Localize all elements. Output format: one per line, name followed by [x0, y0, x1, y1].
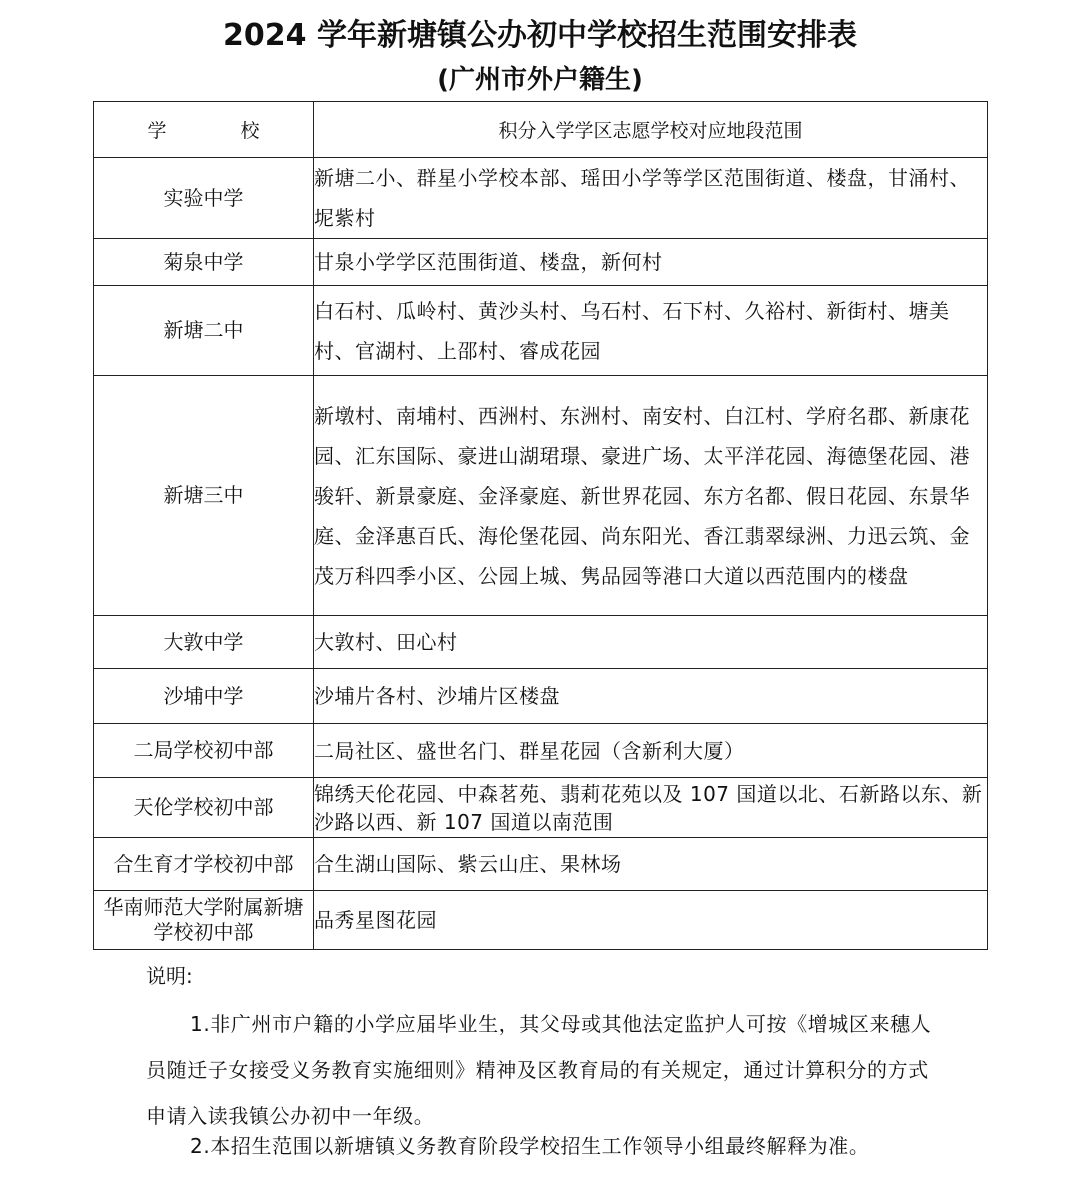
school-name: 二局学校初中部 [94, 724, 314, 778]
table-row [94, 669, 988, 724]
table-row [94, 158, 988, 239]
school-name: 新塘二中 [94, 286, 314, 376]
school-range: 白石村、瓜岭村、黄沙头村、乌石村、石下村、久裕村、新街村、塘美村、官湖村、上邵村、睿成花园 [314, 286, 988, 376]
table-header-row [94, 102, 988, 158]
school-name: 新塘三中 [94, 376, 314, 616]
table-row [94, 838, 988, 891]
school-range: 沙埔片各村、沙埔片区楼盘 [314, 669, 988, 724]
school-name: 菊泉中学 [94, 239, 314, 286]
page-title: 2024 学年新塘镇公办初中学校招生范围安排表 [223, 18, 857, 53]
school-range: 新墩村、南埔村、西洲村、东洲村、南安村、白江村、学府名郡、新康花园、汇东国际、豪进山湖珺璟、豪进广场、太平洋花园、海德堡花园、港骏轩、新景豪庭、金泽豪庭、新世界花园、东方名都、假日花园、东景华庭、金泽惠百氏、海伦堡花园、尚东阳光、香江翡翠绿洲、力迅云筑、金茂万科四季小区、公园上城、隽品园等港口大道以西范围内的楼盘 [314, 376, 988, 616]
school-name: 实验中学 [94, 158, 314, 239]
header-range: 积分入学学区志愿学校对应地段范围 [314, 102, 988, 158]
table-row [94, 616, 988, 669]
school-name: 天伦学校初中部 [94, 778, 314, 838]
school-range: 合生湖山国际、紫云山庄、果林场 [314, 838, 988, 891]
notes-label: 说明: [146, 964, 193, 988]
school-name: 华南师范大学附属新塘学校初中部 [94, 891, 314, 950]
table-row [94, 239, 988, 286]
school-name: 沙埔中学 [94, 669, 314, 724]
table-row [94, 891, 988, 950]
note-item-2: 2.本招生范围以新塘镇义务教育阶段学校招生工作领导小组最终解释为准。 [190, 1134, 870, 1158]
note-item-1: 1.非广州市户籍的小学应届毕业生，其父母或其他法定监护人可按《增城区来穗人员随迁子女接受义务教育实施细则》精神及区教育局的有关规定，通过计算积分的方式申请入读我镇公办初中一年级。 [146, 1012, 932, 1128]
table-row [94, 724, 988, 778]
school-range: 品秀星图花园 [314, 891, 988, 950]
school-range: 新塘二小、群星小学校本部、瑶田小学等学区范围街道、楼盘，甘涌村、坭紫村 [314, 158, 988, 239]
table-row [94, 376, 988, 616]
school-name: 合生育才学校初中部 [94, 838, 314, 891]
header-school: 学 校 [94, 102, 314, 158]
table-row [94, 286, 988, 376]
school-range: 锦绣天伦花园、中森茗苑、翡莉花苑以及 107 国道以北、石新路以东、新沙路以西、新 107 国道以南范围 [314, 778, 988, 838]
school-range: 甘泉小学学区范围街道、楼盘，新何村 [314, 239, 988, 286]
school-name: 大敦中学 [94, 616, 314, 669]
page-subtitle: (广州市外户籍生) [437, 65, 643, 95]
enrollment-range-table [93, 101, 988, 950]
school-range: 二局社区、盛世名门、群星花园（含新利大厦） [314, 724, 988, 778]
school-range: 大敦村、田心村 [314, 616, 988, 669]
table-row [94, 778, 988, 838]
